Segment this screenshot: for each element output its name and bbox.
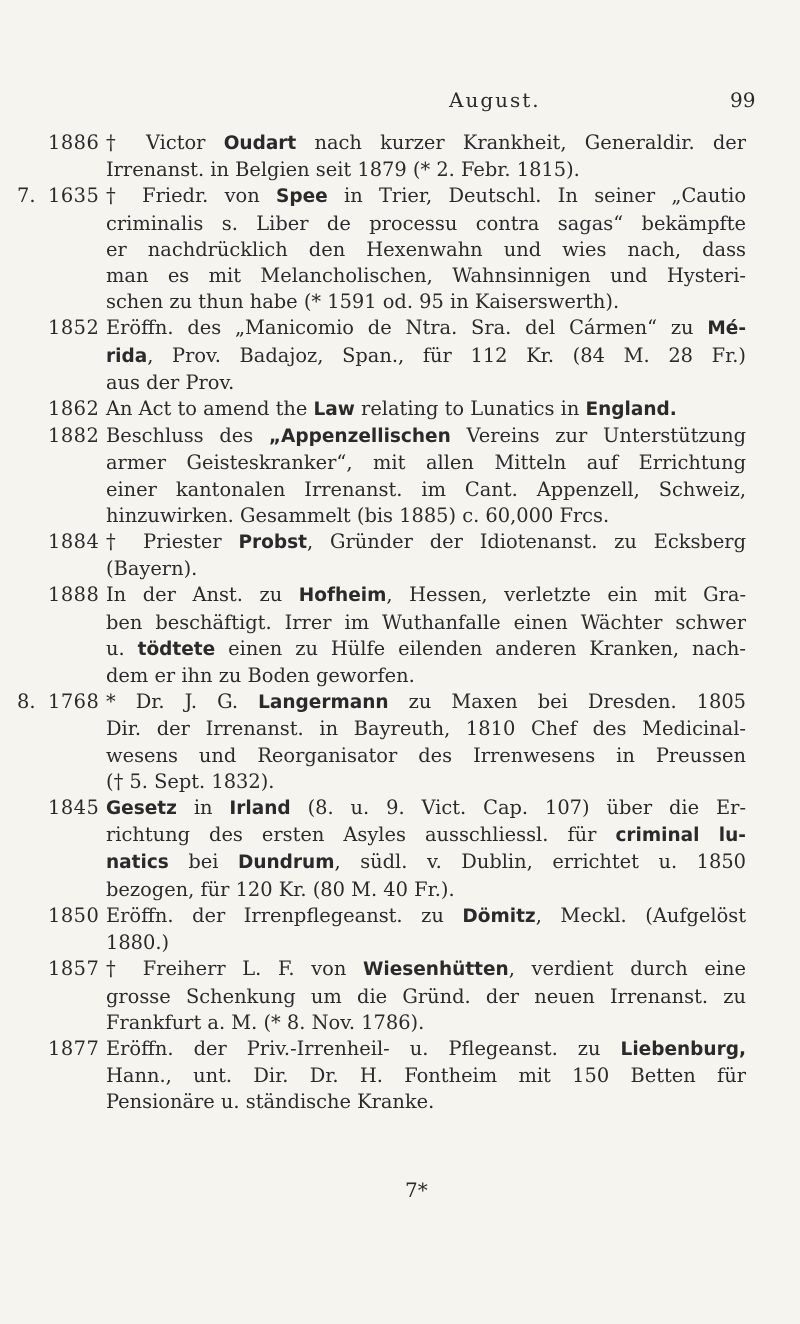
entry-text [106,1036,746,1116]
text-segment: in [176,796,230,820]
entry-year: 1886 [48,131,100,154]
text-segment: einer kantonalen Irrenanst. im Cant. Appenzell, Schweiz, [106,477,746,501]
entry-text [106,582,746,689]
entry-year: 1635 [48,184,100,208]
entry-year: 1884 [48,530,100,554]
entry-text [106,795,746,903]
chronology-entry [0,183,800,315]
signature-mark: 7* [405,1178,428,1202]
emphasized-term: Liebenburg, [620,1038,746,1060]
entry-text [106,956,746,1036]
text-segment: bezogen, für 120 Kr. (80 M. 40 Fr.). [106,877,455,901]
entry-line [106,849,746,876]
chronology-entry [0,423,800,529]
entry-line [106,716,746,742]
entry-line [106,263,746,289]
emphasized-term: Irland [229,798,291,820]
running-header [0,88,800,118]
emphasized-term: Law [313,399,355,421]
text-segment: Eröffn. der Priv.-Irrenheil- u. Pflegeanst. zu [106,1036,621,1060]
entry-year: 1852 [48,316,100,340]
emphasized-term: tödtete [137,638,216,660]
emphasized-term: Dömitz [462,905,536,927]
chronology-entry [0,130,800,183]
entry-line [106,1063,746,1089]
text-segment: * Dr. J. G. [106,690,259,714]
text-segment: er nachdrücklich den Hexenwahn und wies nach, dass [106,237,746,261]
emphasized-term: Oudart [223,133,297,154]
chronology-entry [0,689,800,795]
entry-line [106,477,746,503]
entry-line [106,743,746,769]
text-segment: An Act to amend the [106,397,314,421]
entry-text [106,529,746,582]
entry-line [106,769,746,795]
text-segment: † Priester [106,530,239,554]
entry-line [106,370,746,396]
text-segment: grosse Schenkung um die Gründ. der neuen Irrenanst. zu [106,984,746,1008]
text-segment: † Freiherr L. F. von [106,957,363,981]
emphasized-term: „Appenzellischen [268,426,451,448]
entry-line [106,315,746,342]
text-segment: criminalis s. Liber de processu contra sagas“ bekämpfte [106,211,746,235]
text-segment: ben beschäftigt. Irrer im Wuthanfalle einen Wächter schwer [106,610,746,634]
emphasized-term: Hofheim [298,585,387,607]
entry-text [106,396,746,423]
emphasized-term: Spee [276,186,328,208]
text-segment: 1880.) [106,931,170,955]
emphasized-term: Gesetz [106,798,177,820]
entry-line [106,795,746,822]
text-segment: nach kurzer Krankheit, Generaldir. der [296,131,746,154]
text-segment: relating to Lunatics in [354,397,586,421]
chronology-entry [0,396,800,423]
text-segment: Beschluss des [106,424,269,448]
emphasized-term: criminal lu- [615,825,746,847]
entry-line [106,689,746,716]
entry-text [106,423,746,529]
entry-line [106,930,746,956]
entry-line [106,956,746,983]
text-segment: Irrenanst. in Belgien seit 1879 (* 2. Febr. 1815). [106,158,580,182]
text-segment: Dir. der Irrenanst. in Bayreuth, 1810 Chef des Medicinal- [106,717,746,741]
text-segment: , südl. v. Dublin, errichtet u. 1850 [334,850,746,874]
entry-line [106,663,746,689]
entry-text [106,903,746,956]
text-segment: († 5. Sept. 1832). [106,769,275,793]
entry-line [106,130,746,157]
entry-text [106,315,746,396]
text-segment: Hann., unt. Dir. Dr. H. Fontheim mit 150 Betten für [106,1064,746,1088]
entry-line [106,610,746,636]
chronology-entries [0,130,800,1116]
entry-line [106,503,746,529]
entry-line [106,183,746,210]
entry-day: 8. [17,690,36,714]
entry-line [106,822,746,849]
text-segment: , Meckl. (Aufgelöst [535,903,747,927]
emphasized-term: natics [106,852,169,874]
entry-line [106,877,746,903]
chronology-entry [0,795,800,903]
text-segment: , Hessen, verletzte ein mit Gra- [386,583,746,607]
text-segment: armer Geisteskranker“, mit allen Mitteln auf Errichtung [106,451,746,475]
text-segment: richtung des ersten Asyles ausschliessl. für [106,823,616,847]
chronology-entry [0,903,800,956]
entry-year: 1845 [48,796,100,820]
text-segment: † Friedr. von [106,184,277,208]
text-segment: , verdient durch eine [508,957,747,981]
text-segment: Eröffn. der Irrenpflegeanst. zu [106,903,463,927]
chronology-entry [0,315,800,396]
entry-year: 1882 [48,424,100,448]
text-segment: Frankfurt a. M. (* 8. Nov. 1786). [106,1010,425,1034]
text-segment: bei [168,850,238,874]
chronology-entry [0,529,800,582]
entry-year: 1857 [48,957,100,981]
entry-text [106,183,746,315]
text-segment: dem er ihn zu Boden geworfen. [106,664,415,688]
text-segment: , Prov. Badajoz, Span., für 112 Kr. (84 M. 28 Fr.) [147,343,746,367]
entry-line [106,211,746,237]
chronology-entry [0,1036,800,1116]
entry-text [106,689,746,795]
emphasized-term: rida [106,345,148,367]
entry-year: 1768 [48,690,100,714]
entry-line [106,636,746,663]
text-segment: (8. u. 9. Vict. Cap. 107) über die Er- [290,796,746,820]
text-segment: Eröffn. des „Manicomio de Ntra. Sra. del Cármen“ zu [106,316,708,340]
emphasized-term: Dundrum [237,852,335,874]
entry-line [106,343,746,370]
entry-line [106,529,746,556]
chronology-entry [0,582,800,689]
entry-year: 1862 [48,397,100,421]
entry-year: 1850 [48,903,100,927]
emphasized-term: England. [585,399,677,421]
running-header-title: August. [449,88,541,112]
entry-line [106,423,746,450]
entry-line [106,903,746,930]
text-segment: einen zu Hülfe eilenden anderen Kranken, nach- [215,636,746,660]
entry-line [106,1010,746,1036]
entry-line [106,984,746,1010]
text-segment: † Victor [106,131,224,154]
emphasized-term: Probst [238,532,307,554]
text-segment: In der Anst. zu [106,583,299,607]
entry-text [106,130,746,183]
entry-line [106,1036,746,1063]
text-segment: hinzuwirken. Gesammelt (bis 1885) c. 60,000 Frcs. [106,503,610,527]
emphasized-term: Mé- [707,318,746,340]
entry-line [106,582,746,609]
entry-line [106,237,746,263]
emphasized-term: Wiesenhütten [362,959,509,981]
text-segment: Pensionäre u. ständische Kranke. [106,1090,435,1114]
text-segment: (Bayern). [106,557,198,581]
entry-year: 1888 [48,583,100,607]
entry-line [106,556,746,582]
entry-line [106,1089,746,1115]
emphasized-term: Langermann [258,692,389,714]
text-segment: u. [106,636,138,660]
text-segment: Vereins zur Unterstützung [450,424,746,448]
text-segment: wesens und Reorganisator des Irrenwesens in Preussen [106,743,746,767]
entry-year: 1877 [48,1036,100,1060]
text-segment: zu Maxen bei Dresden. 1805 [388,690,746,714]
text-segment: schen zu thun habe (* 1591 od. 95 in Kaiserswerth). [106,290,620,314]
entry-line [106,450,746,476]
text-segment: , Gründer der Idiotenanst. zu Ecksberg [307,530,746,554]
text-segment: in Trier, Deutschl. In seiner „Cautio [327,184,746,208]
entry-line [106,157,746,183]
text-segment: man es mit Melancholischen, Wahnsinnigen und Hysteri- [106,264,746,288]
page-number: 99 [730,88,756,112]
entry-line [106,289,746,315]
text-segment: aus der Prov. [106,370,235,394]
entry-day: 7. [17,184,36,208]
entry-line [106,396,746,423]
chronology-entry [0,956,800,1036]
